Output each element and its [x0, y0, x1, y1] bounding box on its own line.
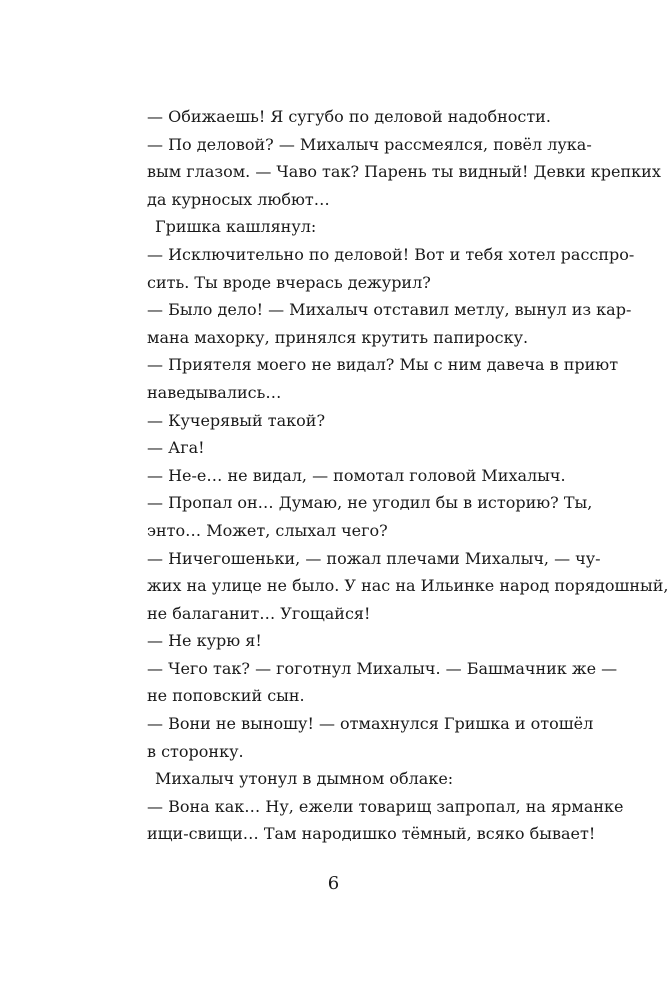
text-line: — Было дело! — Михалыч отставил метлу, вынул из кар- — [147, 300, 632, 320]
text-line: мана махорку, принялся крутить папироску. — [147, 327, 529, 347]
text-line: энто… Может, слыхал чего? — [147, 520, 388, 540]
body-text — [147, 103, 668, 848]
page-number: 6 — [327, 873, 340, 894]
text-line: да курносых любют… — [147, 189, 330, 209]
text-line: — Вони не выношу! — отмахнулся Гришка и отошёл — [147, 714, 594, 734]
text-line: — Вона как… Ну, ежели товарищ запропал, на ярманке — [147, 796, 624, 816]
text-line: — Не-е… не видал, — помотал головой Михалыч. — [147, 465, 566, 485]
text-line: не балаганит… Угощайся! — [147, 603, 371, 623]
text-line: — Обижаешь! Я сугубо по деловой надобности. — [147, 107, 551, 126]
text-line: Михалыч утонул в дымном облаке: — [155, 769, 454, 789]
text-line: Гришка кашлянул: — [155, 217, 317, 237]
text-line: — Ага! — [147, 438, 205, 458]
text-line: не поповский сын. — [147, 686, 305, 706]
text-line: сить. Ты вроде вчерась дежурил? — [147, 272, 431, 292]
text-line: — Пропал он… Думаю, не угодил бы в историю? Ты, — [147, 493, 593, 513]
text-line: жих на улице не было. У нас на Ильинке народ порядошный, — [147, 576, 668, 596]
text-line: — Чего так? — гоготнул Михалыч. — Башмачник же — — [147, 658, 618, 678]
text-line: ищи-свищи… Там народишко тёмный, всяко бывает! — [147, 824, 596, 844]
text-line: наведывались… — [147, 382, 282, 402]
text-line: — По деловой? — Михалыч рассмеялся, повёл лука- — [147, 134, 592, 154]
text-line: — Не курю я! — [147, 631, 262, 651]
text-line: — Кучерявый такой? — [147, 410, 326, 430]
text-line: — Приятеля моего не видал? Мы с ним давеча в приют — [147, 355, 619, 375]
text-line: вым глазом. — Чаво так? Парень ты видный! Девки крепких — [147, 162, 661, 182]
text-line: — Исключительно по деловой! Вот и тебя хотел расспро- — [147, 244, 635, 264]
text-line: — Ничегошеньки, — пожал плечами Михалыч, — чу- — [147, 548, 601, 568]
text-line: в сторонку. — [147, 741, 244, 761]
